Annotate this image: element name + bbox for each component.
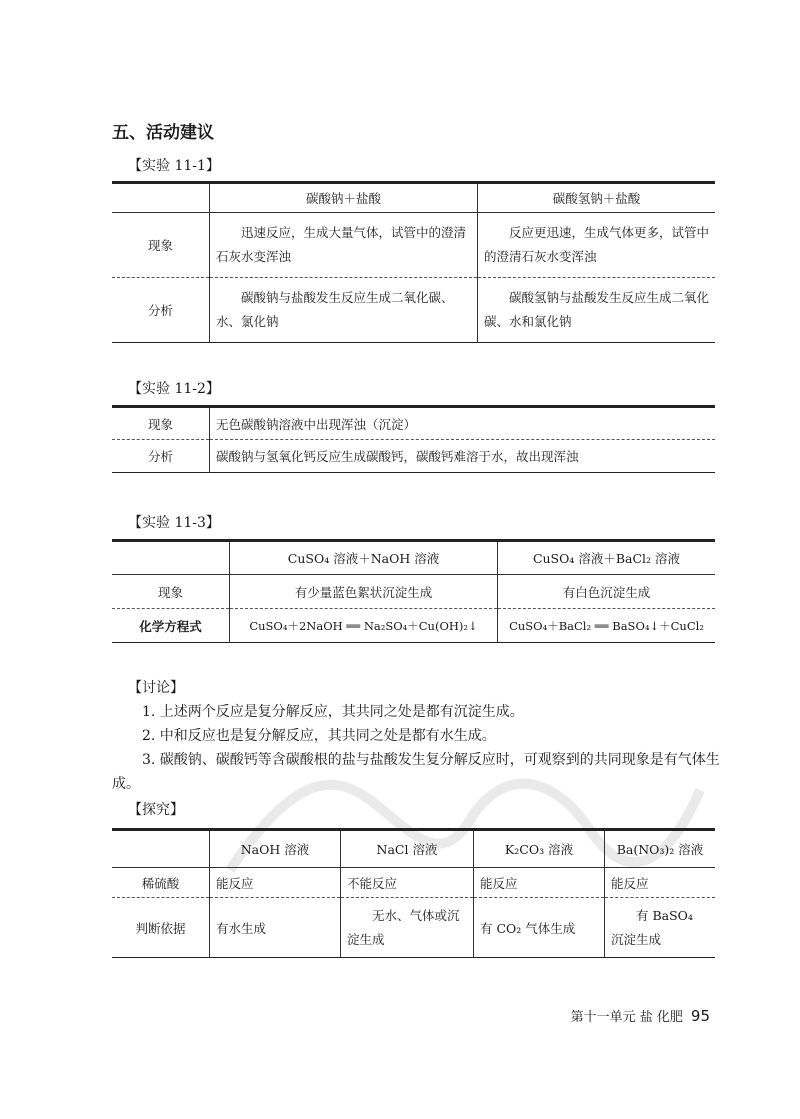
explore-cell: 能反应 <box>474 868 605 898</box>
exp1-col2-header: 碳酸氢钠＋盐酸 <box>478 183 716 213</box>
exp1-table <box>112 181 715 343</box>
page-number: 95 <box>690 1007 710 1025</box>
exp1-cell: 碳酸氢钠与盐酸发生反应生成二氧化碳、水和氯化钠 <box>478 278 716 343</box>
footer-unit: 第十一单元 盐 化肥 <box>570 1010 683 1025</box>
explore-header: NaOH 溶液 <box>210 830 341 868</box>
exp3-col2-header: CuSO₄ 溶液＋BaCl₂ 溶液 <box>498 541 716 575</box>
exp2-cell: 无色碳酸钠溶液中出现浑浊（沉淀） <box>210 407 716 440</box>
exp1-label: 【实验 11-1】 <box>128 158 220 174</box>
section-heading: 五、活动建议 <box>112 123 214 143</box>
exp1-cell: 反应更迅速，生成气体更多，试管中的澄清石灰水变浑浊 <box>478 213 716 278</box>
exp2-label: 【实验 11-2】 <box>128 381 220 397</box>
exp2-row-label: 分析 <box>147 449 173 464</box>
exp2-row-label: 现象 <box>112 407 210 440</box>
exp3-cell: 有白色沉淀生成 <box>498 575 716 609</box>
exp3-cell: CuSO₄＋2NaOH ══ Na₂SO₄＋Cu(OH)₂↓ <box>230 609 498 643</box>
discussion-item: 3. 碳酸钠、碳酸钙等含碳酸根的盐与盐酸发生复分解反应时，可观察到的共同现象是有气体生成。 <box>112 752 720 792</box>
explore-cell: 能反应 <box>605 868 716 898</box>
explore-cell: 能反应 <box>210 868 341 898</box>
exp3-table <box>112 539 715 643</box>
discussion-item: 1. 上述两个反应是复分解反应，其共同之处是都有沉淀生成。 <box>142 704 524 720</box>
explore-row-label: 判断依据 <box>135 920 186 936</box>
exp1-row-label: 分析 <box>147 303 173 318</box>
page-footer <box>571 1006 710 1025</box>
explore-row-label: 稀硫酸 <box>112 868 210 898</box>
discussion-item: 2. 中和反应也是复分解反应，其共同之处是都有水生成。 <box>142 728 496 744</box>
explore-header: Ba(NO₃)₂ 溶液 <box>605 830 716 868</box>
explore-header: NaCl 溶液 <box>341 830 474 868</box>
exp1-cell: 碳酸钠与盐酸发生反应生成二氧化碳、水、氯化钠 <box>210 278 478 343</box>
exp2-cell: 碳酸钠与氢氧化钙反应生成碳酸钙，碳酸钙难溶于水，故出现浑浊 <box>210 440 716 473</box>
exp3-row-label: 化学方程式 <box>139 618 202 634</box>
explore-cell: 有 BaSO₄ 沉淀生成 <box>605 898 716 958</box>
explore-label: 【探究】 <box>128 802 184 818</box>
explore-table <box>112 828 715 958</box>
explore-header: K₂CO₃ 溶液 <box>474 830 605 868</box>
explore-cell: 不能反应 <box>341 868 474 898</box>
exp3-label: 【实验 11-3】 <box>128 515 220 531</box>
exp1-row-label: 现象 <box>112 213 210 278</box>
explore-cell: 有 CO₂ 气体生成 <box>474 898 605 958</box>
exp1-col1-header: 碳酸钠＋盐酸 <box>210 183 478 213</box>
exp1-cell: 迅速反应，生成大量气体，试管中的澄清石灰水变浑浊 <box>210 213 478 278</box>
exp3-cell: 有少量蓝色絮状沉淀生成 <box>230 575 498 609</box>
exp3-row-label: 现象 <box>112 575 230 609</box>
exp2-table <box>112 405 715 473</box>
exp3-col1-header: CuSO₄ 溶液＋NaOH 溶液 <box>230 541 498 575</box>
discussion-label: 【讨论】 <box>128 680 184 696</box>
explore-cell: 无水、气体或沉淀生成 <box>341 898 474 958</box>
explore-cell: 有水生成 <box>210 898 341 958</box>
exp3-cell: CuSO₄＋BaCl₂ ══ BaSO₄↓＋CuCl₂ <box>498 609 716 643</box>
